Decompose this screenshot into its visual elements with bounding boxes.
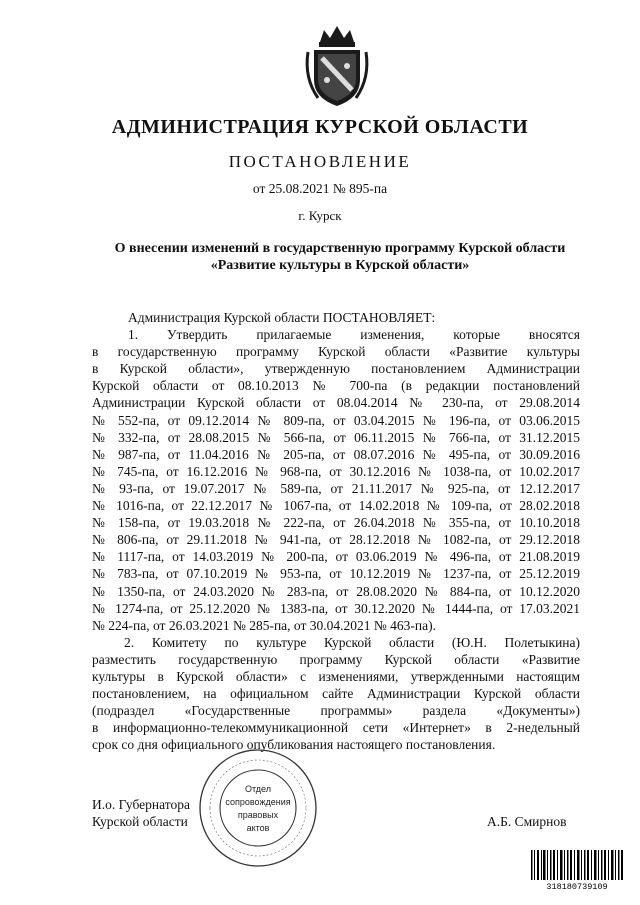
body-line: Администрации Курской области от 08.04.2014 № 230-па, от 29.08.2014 bbox=[92, 395, 580, 411]
body-line: № 745-па, от 16.12.2016 № 968-па, от 30.12.2016 № 1038-па, от 10.02.2017 bbox=[92, 463, 580, 479]
document-subject bbox=[70, 240, 610, 274]
body-line: № 1350-па, от 24.03.2020 № 283-па, от 28.08.2020 № 884-па, от 10.12.2020 bbox=[92, 583, 580, 599]
subject-line: «Развитие культуры в Курской области» bbox=[210, 258, 470, 273]
body-line: № 987-па, от 11.04.2016 № 205-па, от 08.07.2016 № 495-па, от 30.09.2016 bbox=[92, 446, 580, 462]
body-line: (подраздел «Государственные программы» раздела «Документы») bbox=[92, 703, 580, 719]
signatory-name: А.Б. Смирнов bbox=[487, 814, 567, 829]
document-barcode bbox=[529, 850, 625, 890]
body-line: № 1117-па, от 14.03.2019 № 200-па, от 03.06.2019 № 496-па, от 21.08.2019 bbox=[92, 549, 580, 565]
body-line: № 783-па, от 07.10.2019 № 953-па, от 10.12.2019 № 1237-па, от 25.12.2019 bbox=[92, 566, 580, 582]
body-line: Администрация Курской области ПОСТАНОВЛЯЕТ: bbox=[128, 310, 436, 325]
body-line: № 806-па, от 29.11.2018 № 941-па, от 28.12.2018 № 1082-па, от 29.12.2018 bbox=[92, 532, 580, 548]
body-line: № 552-па, от 09.12.2014 № 809-па, от 03.04.2015 № 196-па, от 03.06.2015 bbox=[92, 412, 580, 428]
body-line: в Курской области», утвержденную постановлением Администрации bbox=[92, 361, 580, 377]
department-stamp bbox=[196, 746, 320, 870]
body-line: № 158-па, от 19.03.2018 № 222-па, от 26.04.2018 № 355-па, от 10.10.2018 bbox=[92, 515, 580, 531]
body-line: постановлением, на официальном сайте Администрации Курской области bbox=[92, 686, 580, 702]
stamp-text: актов bbox=[246, 823, 270, 833]
signatory-title-line: Курской области bbox=[92, 814, 188, 829]
stamp-text: сопровождения bbox=[225, 797, 291, 807]
body-line: № 93-па, от 19.07.2017 № 589-па, от 21.11.2017 № 925-па, от 12.12.2017 bbox=[92, 480, 580, 496]
signatory-title-line: И.о. Губернатора bbox=[92, 797, 191, 812]
body-line: срок со дня официального опубликования настоящего постановления. bbox=[92, 737, 496, 753]
body-line: культуры в Курской области» с изменениями, утвержденными настоящим bbox=[92, 668, 580, 684]
body-line: в информационно-телекоммуникационной сети «Интернет» в 2-недельный bbox=[92, 720, 580, 736]
body-line: в государственную программу Курской области «Развитие культуры bbox=[92, 344, 580, 360]
signatory-title bbox=[92, 796, 190, 830]
coat-of-arms-emblem bbox=[302, 22, 372, 108]
document-city: г. Курск bbox=[298, 208, 342, 223]
body-line: № 1016-па, от 22.12.2017 № 1067-па, от 14.02.2018 № 109-па, от 28.02.2018 bbox=[92, 498, 580, 514]
document-date-number: от 25.08.2021 № 895-па bbox=[252, 181, 388, 196]
document-body bbox=[92, 309, 580, 753]
barcode-bars bbox=[531, 850, 623, 880]
stamp-text: Отдел bbox=[244, 784, 272, 794]
body-line: № 332-па, от 28.08.2015 № 566-па, от 06.11.2015 № 766-па, от 31.12.2015 bbox=[92, 429, 580, 445]
body-line: 1. Утвердить прилагаемые изменения, которые вносятся bbox=[128, 327, 580, 343]
body-line: разместить государственную программу Курской области «Развитие bbox=[92, 651, 580, 667]
body-line: Курской области от 08.10.2013 № 700-па (в редакции постановлений bbox=[92, 378, 580, 394]
stamp-text: правовых bbox=[237, 810, 279, 820]
body-line: № 224-па, от 26.03.2021 № 285-па, от 30.04.2021 № 463-па). bbox=[92, 617, 436, 633]
document-type: ПОСТАНОВЛЕНИЕ bbox=[228, 152, 412, 171]
body-line: № 1274-па, от 25.12.2020 № 1383-па, от 30.12.2020 № 1444-па, от 17.03.2021 bbox=[92, 600, 580, 616]
barcode-number: 318180739109 bbox=[546, 882, 608, 890]
organization-title: АДМИНИСТРАЦИЯ КУРСКОЙ ОБЛАСТИ bbox=[111, 116, 529, 138]
body-line: 2. Комитету по культуре Курской области (Ю.Н. Полетыкина) bbox=[124, 634, 580, 650]
subject-line: О внесении изменений в государственную программу Курской области bbox=[114, 241, 566, 256]
